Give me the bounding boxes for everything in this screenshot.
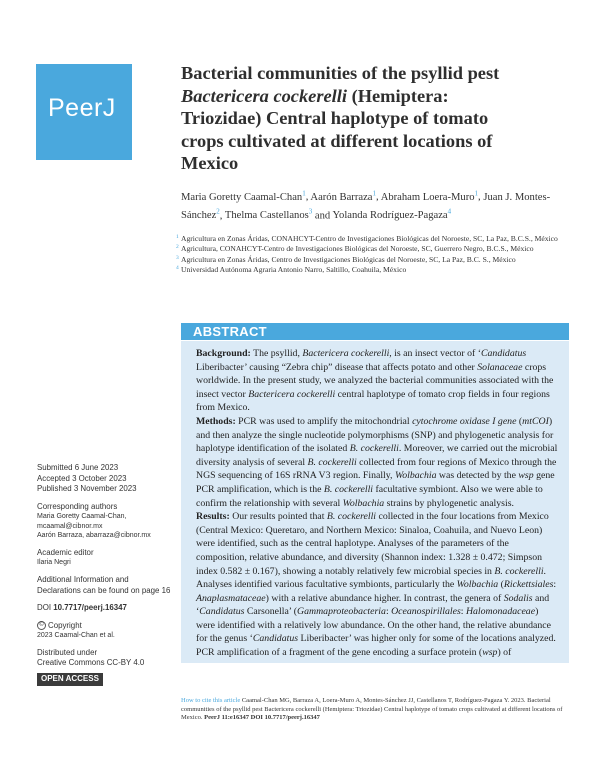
corresponding-email[interactable]: mcaamal@cibnor.mx <box>37 522 103 530</box>
copyright-label: © Copyright <box>37 621 172 632</box>
corresponding-label: Corresponding authors <box>37 501 118 511</box>
cite-label: How to cite this article <box>181 697 241 704</box>
peerj-logo[interactable] <box>36 64 132 160</box>
corresponding-author-2[interactable]: Aarón Barraza, abarraza@cibnor.mx <box>37 532 151 540</box>
additional-info-link[interactable]: Additional Information and Declarations can be found on page 16 <box>37 574 171 595</box>
author[interactable]: Thelma Castellanos$^3$ <box>224 207 313 222</box>
published-date: Published 3 November 2023 <box>37 484 137 494</box>
submitted-date: Submitted 6 June 2023 <box>37 463 119 472</box>
author[interactable]: Juan J. Montes-Sánchez$^2$ <box>181 191 551 222</box>
corresponding-author: Maria Goretty Caamal-Chan, <box>37 513 127 521</box>
logo-text: PeerJ <box>48 94 116 122</box>
abstract-background: Background: The psyllid, Bactericera cockerelli, is an insect vector of ‘Candidatus Liberibacter’ causing “Zebra chip” disease that affects potato and other Solanaceae crops worldwide. In the present study, we analyzed the bacterial communities associated with the insect vector Bactericera cockerelli central haplotype of tomato crop fields in four regions from Mexico. <box>196 348 554 414</box>
open-access-badge: OPEN ACCESS <box>37 673 103 686</box>
affiliation-list <box>176 234 566 275</box>
citation-footer <box>181 697 576 723</box>
author[interactable]: Maria Goretty Caamal-Chan$^1$ <box>181 189 306 203</box>
article-sidebar <box>37 463 172 686</box>
abstract-heading: ABSTRACT <box>181 323 569 340</box>
author-list: Maria Goretty Caamal-Chan$^1$, Aarón Barraza$^1$, Abraham Loera-Muro$^1$, Juan J. Montes-Sánchez$^2$, Thelma Castellanos$^3$ and Yolanda Rodríguez-Pagaza$^4$ <box>181 189 551 222</box>
abstract-methods: Methods: PCR was used to amplify the mitochondrial cytochrome oxidase I gene (mtCOI) and then analyze the single nucleotide polymorphisms (SNP) and phylogenetic analysis for haplotype identification of the isolated B. cockerelli. Moreover, we carried out the microbial diversity analysis of several B. cockerelli collected from four regions of Mexico through the NGS sequencing of 16S rRNA V3 region. Finally, Wolbachia was detected by the wsp gene PCR amplification, which is the B. cockerelli facultative symbiont. Also we were able to confirm the relationship with several Wolbachia strains by phylogenetic analysis. <box>196 415 558 509</box>
editor-name: Ilaria Negri <box>37 559 71 567</box>
cite-text: Caamal-Chan MG, Barraza A, Loera-Muro A, Montes-Sánchez JJ, Castellanos T, Rodríguez-Pagaza Y. 2023. Bacterial communities of the psyllid pest Bactericera cockerelli (Hemiptera: Triozidae) Central haplotype of tomato crops cultivated at different locations of Mexico. <box>181 697 563 722</box>
affiliation: 2 Agricultura, CONAHCYT-Centro de Investigaciones Biológicas del Noroeste, SC, Guerrero Negro, B.C.S., México <box>176 244 534 254</box>
license-link[interactable]: Creative Commons CC-BY 4.0 <box>37 658 145 668</box>
title-species: Bactericera cockerelli <box>181 85 347 106</box>
author[interactable]: Aarón Barraza$^1$ <box>310 189 376 203</box>
abstract-text <box>196 347 559 660</box>
author[interactable]: Yolanda Rodríguez-Pagaza$^4$ <box>332 207 452 222</box>
copyright-icon: © <box>37 621 46 630</box>
distributed-label: Distributed under <box>37 647 98 657</box>
copyright-holder: 2023 Caamal-Chan et al. <box>37 632 115 640</box>
cite-ref[interactable]: PeerJ 11:e16347 DOI 10.7717/peerj.16347 <box>204 714 320 722</box>
article-title: Bacterial communities of the psyllid pest Bactericera cockerelli (Hemiptera: Triozidae) Central haplotype of tomato crops cultivated at different locations of Mexico <box>181 63 500 173</box>
abstract-results: Results: Our results pointed that B. cockerelli collected in the four locations from Mexico (Central Mexico: Queretaro, and Northern Mexico: Sinaloa, Coahuila, and Nuevo Leon) were identified, such as the central haplotype. Analyses of the parameters of the composition, relative abundance, and diversity (Shannon index: 1.328 ± 0.472; Simpson index 0.582 ± 0.167), showing a notably relatively few microbial species in B. cockerelli. Analyses identified various facultative symbionts, particularly the Wolbachia (Rickettsiales: Anaplasmataceae) with a relative abundance higher. In contrast, the genera of Sodalis and ‘Candidatus Carsonella’ (Gammaproteobacteria: Oceanospirillales: Halomonadaceae) were identified with a relatively low abundance. On the other hand, the relative abundance for the genus ‘Candidatus Liberibacter’ was higher only for some of the locations analyzed. PCR amplification of a fragment of the gene encoding a surface protein (wsp) of <box>196 511 557 659</box>
editor-label: Academic editor <box>37 547 94 557</box>
doi[interactable]: DOI 10.7717/peerj.16347 <box>37 603 127 613</box>
affiliation: 4 Universidad Autónoma Agraria Antonio Narro, Saltillo, Coahuila, México <box>176 264 407 274</box>
affiliation: 3 Agricultura en Zonas Áridas, Centro de Investigaciones Biológicas del Noroeste, SC, La Paz, B.C. S., México <box>176 254 516 264</box>
affiliation: 1 Agricultura en Zonas Áridas, CONAHCYT-Centro de Investigaciones Biológicas del Noroeste, SC, La Paz, B.C.S., México <box>176 234 558 243</box>
accepted-date: Accepted 3 October 2023 <box>37 473 127 483</box>
author[interactable]: Abraham Loera-Muro$^1$ <box>380 189 479 203</box>
